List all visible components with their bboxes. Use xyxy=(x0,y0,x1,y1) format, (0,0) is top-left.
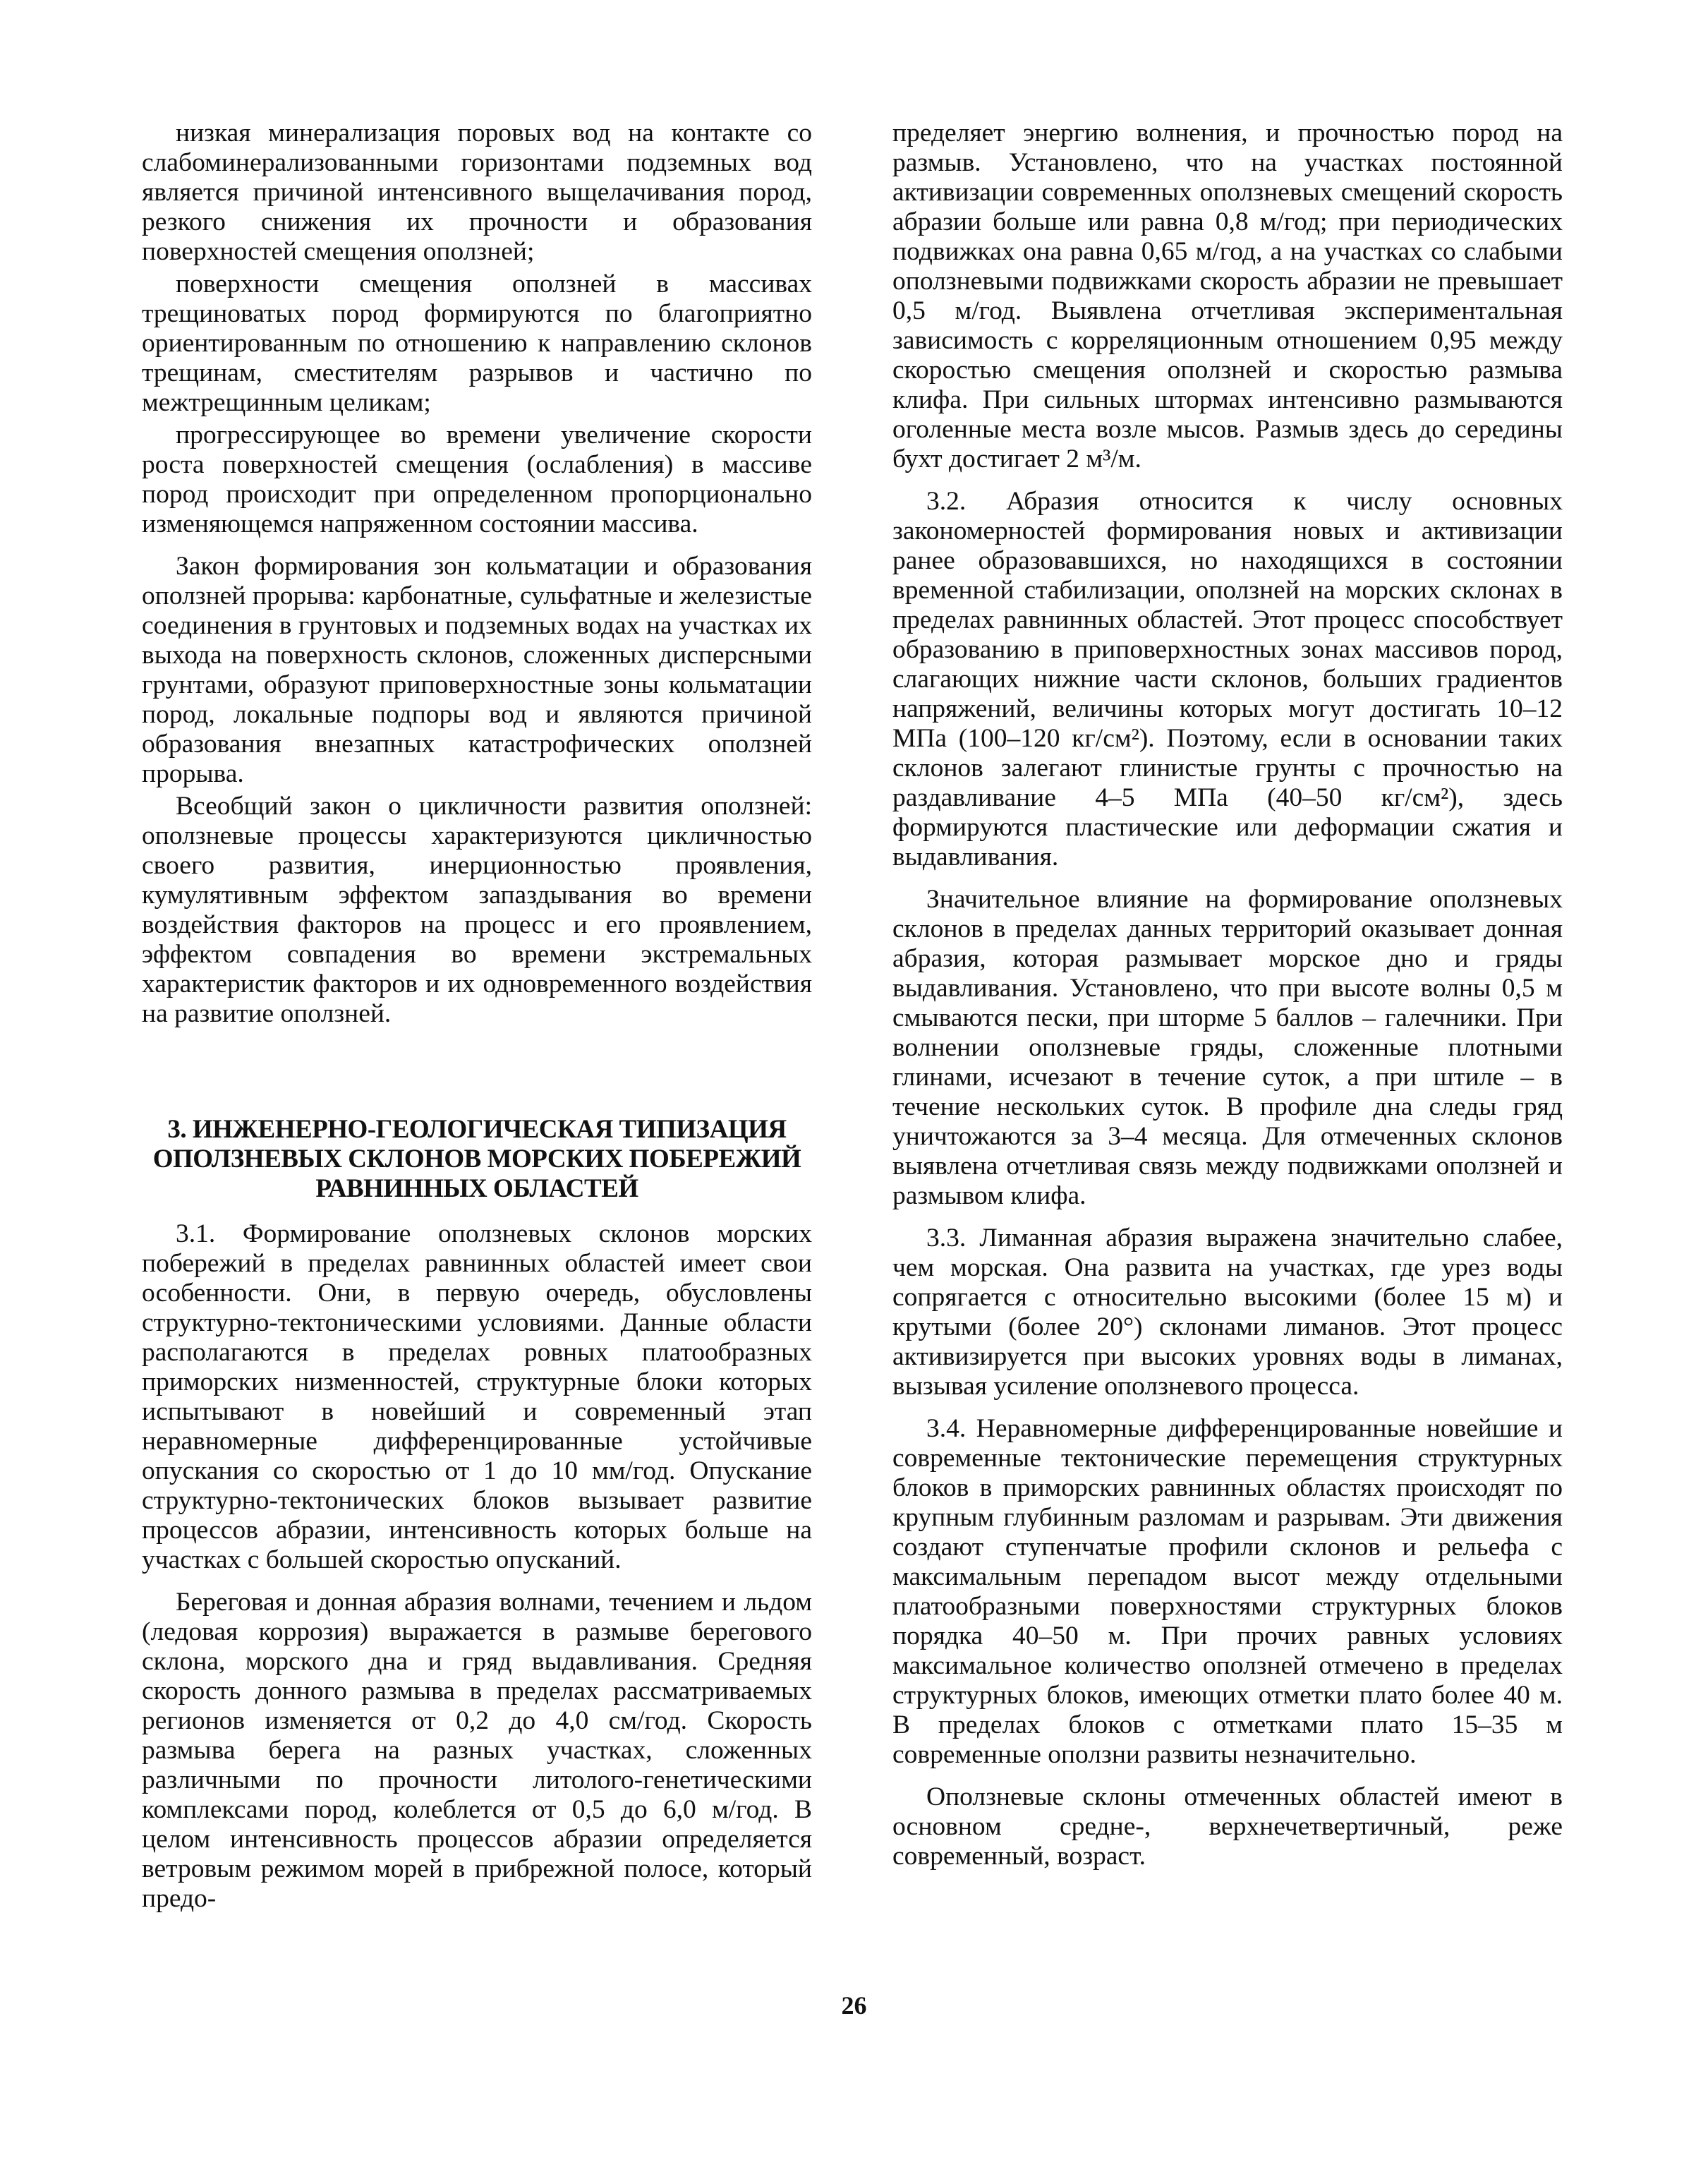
section-heading-line-1: 3. ИНЖЕНЕРНО-ГЕОЛОГИЧЕСКАЯ ТИПИЗАЦИЯ xyxy=(167,1115,787,1144)
left-paragraph-3: прогрессирующее во времени увеличение скорости роста поверхностей смещения (ослабления) в массиве пород происходит при определенном пропорционально изменяющемся напряженном состоянии массива. xyxy=(142,421,812,538)
right-paragraph-1: пределяет энергию волнения, и прочностью пород на размыв. Установлено, что на участках постоянной активизации современных оползневых смещений скорость абразии больше или равна 0,8 м/год; при периодических подвижках она равна 0,65 м/год, а на участках со слабыми оползневыми подвижками скорость абразии не превышает 0,5 м/год. Выявлена отчетливая экспериментальная зависимость с корреляционным отношением 0,95 между скоростью смещения оползней и скоростью размыва клифа. При сильных штормах интенсивно размываются оголенные места возле мысов. Размыв здесь до середины бухт достигает 2 м³/м. xyxy=(892,119,1563,473)
right-paragraph-6: Оползневые склоны отмеченных областей имеют в основном средне-, верхнечетвертичный, реже современный, возраст. xyxy=(892,1782,1563,1871)
right-paragraph-4: 3.3. Лиманная абразия выражена значительно слабее, чем морская. Она развита на участках, где урез воды сопрягается с относительно высокими (более 15 м) и крутыми (более 20°) склонами лиманов. Этот процесс активизируется при высоких уровнях воды в лиманах, вызывая усиление оползневого процесса. xyxy=(892,1224,1563,1401)
section-heading-line-3: РАВНИННЫХ ОБЛАСТЕЙ xyxy=(315,1174,638,1203)
left-paragraph-5: Всеобщий закон о цикличности развития оползней: оползневые процессы характеризуются цикличностью своего развития, инерционностью проявления, кумулятивным эффектом запаздывания во времени воздействия факторов на процесс и его проявлением, эффектом совпадения во времени экстремальных характеристик факторов и их одновременного воздействия на развитие оползней. xyxy=(142,792,812,1028)
right-paragraph-5: 3.4. Неравномерные дифференцированные новейшие и современные тектонические перемещения структурных блоков в приморских равнинных областях происходят по крупным глубинным разломам и разрывам. Эти движения создают ступенчатые профили склонов и рельефа с максимальным перепадом высот между отдельными платообразными поверхностями структурных блоков порядка 40–50 м. При прочих равных условиях максимальное количество оползней отмечено в пределах структурных блоков, имеющих отметки плато более 40 м. В пределах блоков с отметками плато 15–35 м современные оползни развиты незначительно. xyxy=(892,1414,1563,1769)
left-paragraph-6: 3.1. Формирование оползневых склонов морских побережий в пределах равнинных областей имеет свои особенности. Они, в первую очередь, обусловлены структурно-тектоническими условиями. Данные области располагаются в пределах ровных платообразных приморских низменностей, структурные блоки которых испытывают в новейший и современный этап неравномерные дифференцированные устойчивые опускания со скоростью от 1 до 10 мм/год. Опускание структурно-тектонических блоков вызывает развитие процессов абразии, интенсивность которых больше на участках с большей скоростью опусканий. xyxy=(142,1219,812,1574)
left-paragraph-4: Закон формирования зон кольматации и образования оползней прорыва: карбонатные, сульфатные и железистые соединения в грунтовых и подземных водах на участках их выхода на поверхность склонов, сложенных дисперсными грунтами, образуют приповерхностные зоны кольматации пород, локальные подпоры вод и являются причиной образования внезапных катастрофических оползней прорыва. xyxy=(142,552,812,788)
left-paragraph-7: Береговая и донная абразия волнами, течением и льдом (ледовая коррозия) выражается в размыве берегового склона, морского дна и гряд выдавливания. Средняя скорость донного размыва в пределах рассматриваемых регионов изменяется от 0,2 до 4,0 см/год. Скорость размыва берега на разных участках, сложенных различными по прочности литолого-генетическими комплексами пород, колеблется от 0,5 до 6,0 м/год. В целом интенсивность процессов абразии определяется ветровым режимом морей в прибрежной полосе, который предо- xyxy=(142,1588,812,1913)
right-paragraph-3: Значительное влияние на формирование оползневых склонов в пределах данных территорий оказывает донная абразия, которая размывает морское дно и гряды выдавливания. Установлено, что при высоте волны 0,5 м смываются пески, при шторме 5 баллов – галечники. При волнении оползневые гряды, сложенные плотными глинами, исчезают в течение суток, а при штиле – в течение нескольких суток. В профиле дна следы гряд уничтожаются за 3–4 месяца. Для отмеченных склонов выявлена отчетливая связь между подвижками оползней и размывом клифа. xyxy=(892,885,1563,1210)
section-heading-line-2: ОПОЛЗНЕВЫХ СКЛОНОВ МОРСКИХ ПОБЕРЕЖИЙ xyxy=(152,1145,801,1173)
left-paragraph-2: поверхности смещения оползней в массивах трещиноватых пород формируются по благоприятно ориентированным по отношению к направлению склонов трещинам, сместителям разрывов и частично по межтрещинным целикам; xyxy=(142,270,812,417)
section-heading xyxy=(142,1115,812,1204)
right-paragraph-2: 3.2. Абразия относится к числу основных закономерностей формирования новых и активизации ранее образовавшихся, но находящихся в состоянии временной стабилизации, оползней на морских склонах в пределах равнинных областей. Этот процесс способствует образованию в приповерхностных зонах массивов пород, слагающих нижние части склонов, больших градиентов напряжений, величины которых могут достигать 10–12 МПа (100–120 кг/см²). Поэтому, если в основании таких склонов залегают глинистые грунты с прочностью на раздавливание 4–5 МПа (40–50 кг/см²), здесь формируются пластические или деформации сжатия и выдавливания. xyxy=(892,487,1563,871)
page-number: 26 xyxy=(841,1991,867,2020)
left-paragraph-1: низкая минерализация поровых вод на контакте со слабоминерализованными горизонтами подземных вод является причиной интенсивного выщелачивания пород, резкого снижения их прочности и образования поверхностей смещения оползней; xyxy=(142,119,812,266)
left-column xyxy=(142,119,812,1926)
right-column xyxy=(892,119,1563,1884)
